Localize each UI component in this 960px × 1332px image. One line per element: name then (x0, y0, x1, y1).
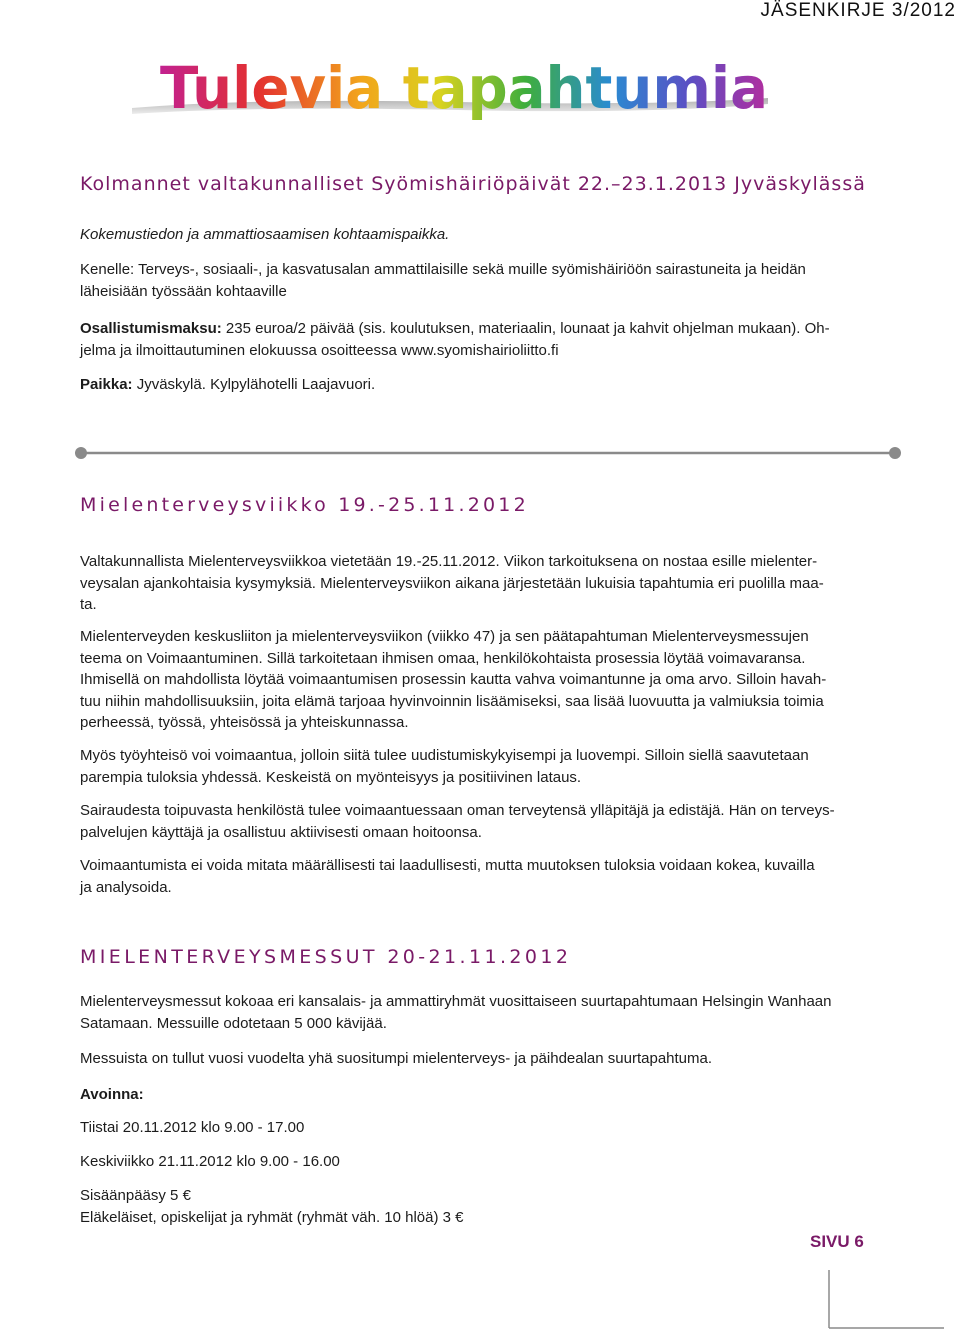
event2-p3-line: Myös työyhteisö voi voimaantua, jolloin siitä tulee uudistumiskykyisempi ja luovempi. Silloin siellä saavutetaan (80, 747, 809, 764)
event3-title: MIELENTERVEYSMESSUT 20-21.11.2012 (80, 946, 572, 968)
event2-p5-line: Voimaantumista ei voida mitata määrällisesti tai laadullisesti, mutta muutoksen tuloksia voidaan kokea, kuvailla (80, 857, 815, 874)
event3-day2: Keskiviikko 21.11.2012 klo 9.00 - 16.00 (80, 1153, 340, 1170)
event1-audience (80, 259, 890, 302)
event3-open-label (80, 1084, 890, 1106)
event1-fee-line2: jelma ja ilmoittautuminen elokuussa osoitteessa www.syomishairioliitto.fi (80, 341, 559, 359)
event2-paragraph-5 (80, 855, 890, 898)
event2-p2-line: teema on Voimaantuminen. Sillä tarkoitetaan ihmisen omaa, henkilökohtaista prosessia löytää voimavaransa. (80, 649, 806, 667)
event2-paragraph-3 (80, 745, 890, 788)
section-divider (72, 444, 904, 462)
event3-p1-line: Mielenterveysmessut kokoaa eri kansalais- ja ammattiryhmät vuosittaiseen suurtapahtumaan Helsingin Wanhaan (80, 993, 832, 1010)
event3-entry (80, 1185, 890, 1228)
event2-paragraph-4 (80, 800, 890, 843)
event1-audience-line1: Kenelle: Terveys-, sosiaali-, ja kasvatusalan ammattilaisille sekä muille syömishäiriöön sairastuneita ja heidän (80, 261, 806, 278)
event1-place-value: Jyväskylä. Kylpylähotelli Laajavuori. (132, 376, 376, 393)
event3-entry-line: Sisäänpääsy 5 € (80, 1187, 191, 1204)
event3-p1-line: Satamaan. Messuille odotetaan 5 000 kävijää. (80, 1014, 387, 1032)
event2-p1-line: ta. (80, 596, 97, 613)
event1-fee-line1: 235 euroa/2 päivää (sis. koulutuksen, materiaalin, lounaat ja kahvit ohjelman mukaan). Oh- (221, 320, 830, 337)
event1-subtitle: Kokemustiedon ja ammattiosaamisen kohtaamispaikka. (80, 226, 450, 243)
event2-p4-line: Sairaudesta toipuvasta henkilöstä tulee voimaantuessaan oman terveytensä ylläpitäjä ja edistäjä. Hän on terveys- (80, 802, 835, 819)
event3-paragraph-2: Messuista on tullut vuosi vuodelta yhä suositumpi mielenterveys- ja päihdealan suurtapahtuma. (80, 1050, 713, 1067)
event1-title: Kolmannet valtakunnalliset Syömishäiriöpäivät 22.–23.1.2013 Jyväskylässä (80, 173, 866, 195)
event2-p2-line: tuu niihin mahdollisuuksiin, joita elämä tarjoaa hyvinvoinnin lisäämiseksi, saa lisää luovuutta ja valmiuksia toimia (80, 692, 824, 710)
event2-title: Mielenterveysviikko 19.-25.11.2012 (80, 494, 529, 516)
event3-day1: Tiistai 20.11.2012 klo 9.00 - 17.00 (80, 1119, 305, 1136)
event2-p1-line: Valtakunnallista Mielenterveysviikkoa vietetään 19.-25.11.2012. Viikon tarkoituksena on nostaa esille mielenter- (80, 553, 818, 570)
event3-entry-discount: Eläkeläiset, opiskelijat ja ryhmät (ryhmät väh. 10 hlöä) 3 € (80, 1208, 464, 1226)
event1-audience-line2: läheisiään työssään kohtaaville (80, 282, 287, 300)
event2-paragraph-1 (80, 551, 890, 616)
event1-place (80, 374, 890, 396)
event2-p4-line: palvelujen käyttäjä ja osallistuu aktiivisesti omaan hoitoonsa. (80, 823, 482, 841)
page-corner-decoration (824, 1270, 944, 1332)
event3-paragraph-1 (80, 991, 890, 1034)
banner-title-text: Tulevia tapahtumia (160, 58, 768, 122)
event2-p3-line: parempia tuloksia yhdessä. Keskeistä on myönteisyys ja positiivinen lataus. (80, 768, 582, 786)
event2-p1-line: veysalan ajankohtaisia kysymyksiä. Mielenterveysviikon aikana järjestetään lukuisia tapahtumia eri puolilla maa- (80, 574, 824, 592)
event2-p2-line: Ihmisellä on mahdollista löytää voimaantumisen prosessin kautta vahva voimantunne ja oma arvo. Silloin havah- (80, 671, 827, 688)
event1-fee (80, 318, 890, 361)
event1-fee-label: Osallistumismaksu: (80, 320, 222, 337)
event2-paragraph-2 (80, 626, 890, 734)
banner-title (128, 58, 788, 132)
page-number: SIVU 6 (810, 1232, 864, 1251)
newsletter-issue-label: JÄSENKIRJE 3/2012 (760, 0, 956, 21)
event2-p2-line: Mielenterveyden keskusliiton ja mielenterveysviikon (viikko 47) ja sen päätapahtuman Mielenterveysmessujen (80, 628, 809, 645)
event1-place-label: Paikka: (80, 376, 133, 393)
event2-p5-line: ja analysoida. (80, 878, 172, 896)
event2-p2-line: perheessä, työssä, yhteisössä ja yhteiskunnassa. (80, 714, 409, 731)
event3-open-label-text: Avoinna: (80, 1086, 144, 1103)
